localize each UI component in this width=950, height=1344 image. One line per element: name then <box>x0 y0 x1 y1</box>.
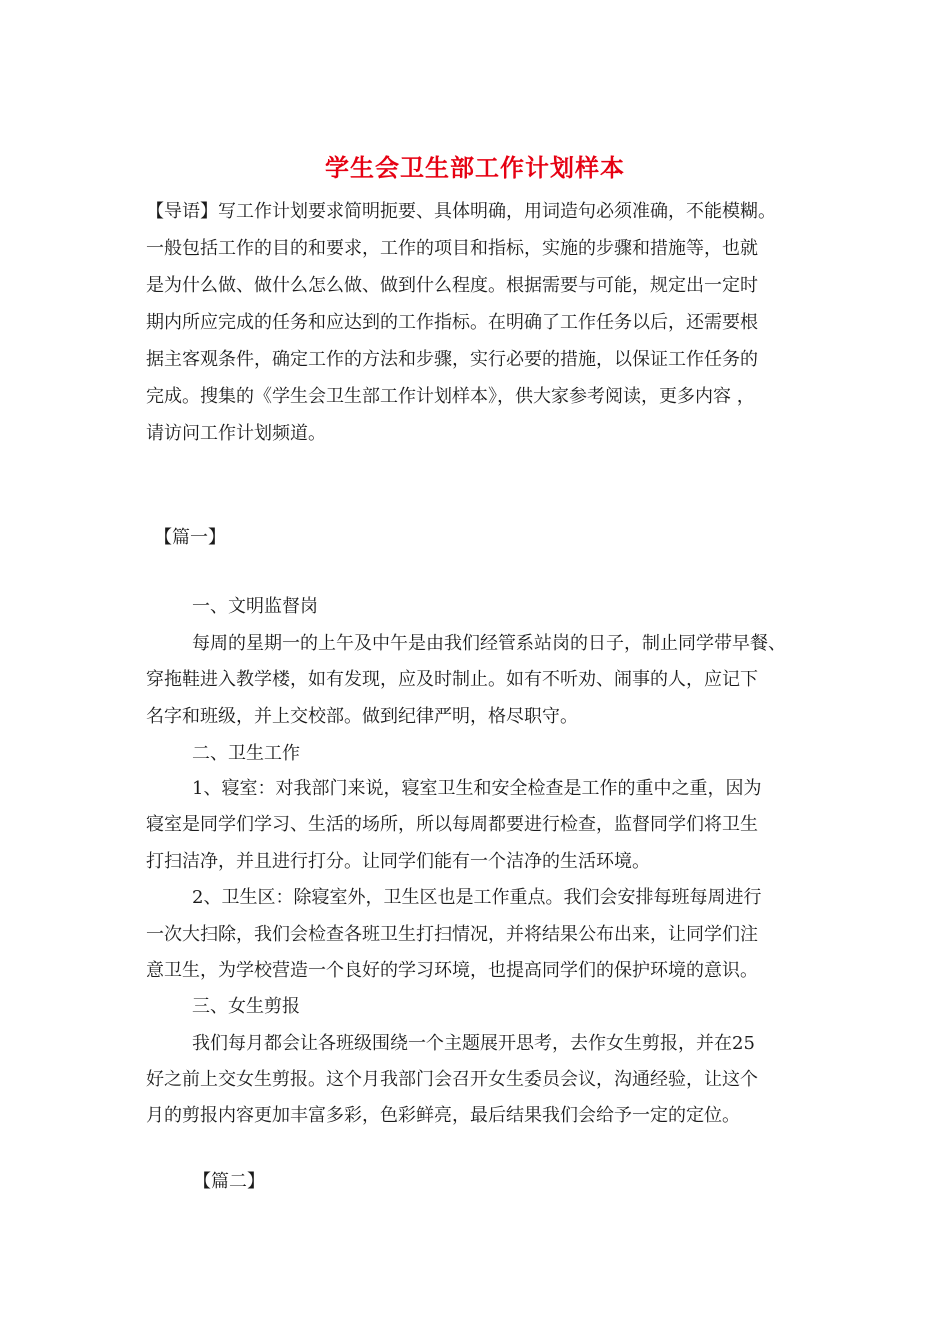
section-heading-1: 【篇一】 <box>154 527 226 548</box>
intro-line: 完成。搜集的《学生会卫生部工作计划样本》，供大家参考阅读，更多内容 ， <box>146 386 755 407</box>
body-line: 1、寝室：对我部门来说，寝室卫生和安全检查是工作的重中之重，因为 <box>192 778 762 799</box>
subheading: 二、卫生工作 <box>192 743 300 764</box>
intro-line: 是为什么做、做什么怎么做、做到什么程度。根据需要与可能，规定出一定时 <box>146 275 758 296</box>
body-line: 打扫洁净，并且进行打分。让同学们能有一个洁净的生活环境。 <box>146 851 650 872</box>
body-line: 月的剪报内容更加丰富多彩，色彩鲜亮，最后结果我们会给予一定的定位。 <box>146 1105 740 1126</box>
subheading: 一、文明监督岗 <box>192 596 318 617</box>
intro-line: 期内所应完成的任务和应达到的工作指标。在明确了工作任务以后，还需要根 <box>146 312 758 333</box>
intro-line: 【导语】写工作计划要求简明扼要、具体明确，用词造句必须准确，不能模糊。 <box>146 201 776 222</box>
body-line: 一次大扫除，我们会检查各班卫生打扫情况，并将结果公布出来，让同学们注 <box>146 924 758 945</box>
body-line: 好之前上交女生剪报。这个月我部门会召开女生委员会议，沟通经验，让这个 <box>146 1069 758 1090</box>
body-line: 穿拖鞋进入教学楼，如有发现，应及时制止。如有不听劝、闹事的人，应记下 <box>146 669 758 690</box>
subheading: 三、女生剪报 <box>192 996 300 1017</box>
body-line: 我们每月都会让各班级围绕一个主题展开思考，去作女生剪报，并在25 <box>192 1033 755 1054</box>
intro-line: 请访问工作计划频道。 <box>146 423 326 444</box>
body-line: 名字和班级，并上交校部。做到纪律严明，格尽职守。 <box>146 706 578 727</box>
body-line: 每周的星期一的上午及中午是由我们经管系站岗的日子，制止同学带早餐、 <box>192 633 786 654</box>
intro-line: 据主客观条件，确定工作的方法和步骤，实行必要的措施，以保证工作任务的 <box>146 349 758 370</box>
section-heading-2: 【篇二】 <box>193 1171 265 1192</box>
body-line: 寝室是同学们学习、生活的场所，所以每周都要进行检查，监督同学们将卫生 <box>146 814 758 835</box>
document-title: 学生会卫生部工作计划样本 <box>325 153 625 182</box>
body-line: 意卫生，为学校营造一个良好的学习环境，也提高同学们的保护环境的意识。 <box>146 960 758 981</box>
body-line: 2、卫生区：除寝室外，卫生区也是工作重点。我们会安排每班每周进行 <box>192 887 762 908</box>
intro-line: 一般包括工作的目的和要求，工作的项目和指标，实施的步骤和措施等，也就 <box>146 238 758 259</box>
